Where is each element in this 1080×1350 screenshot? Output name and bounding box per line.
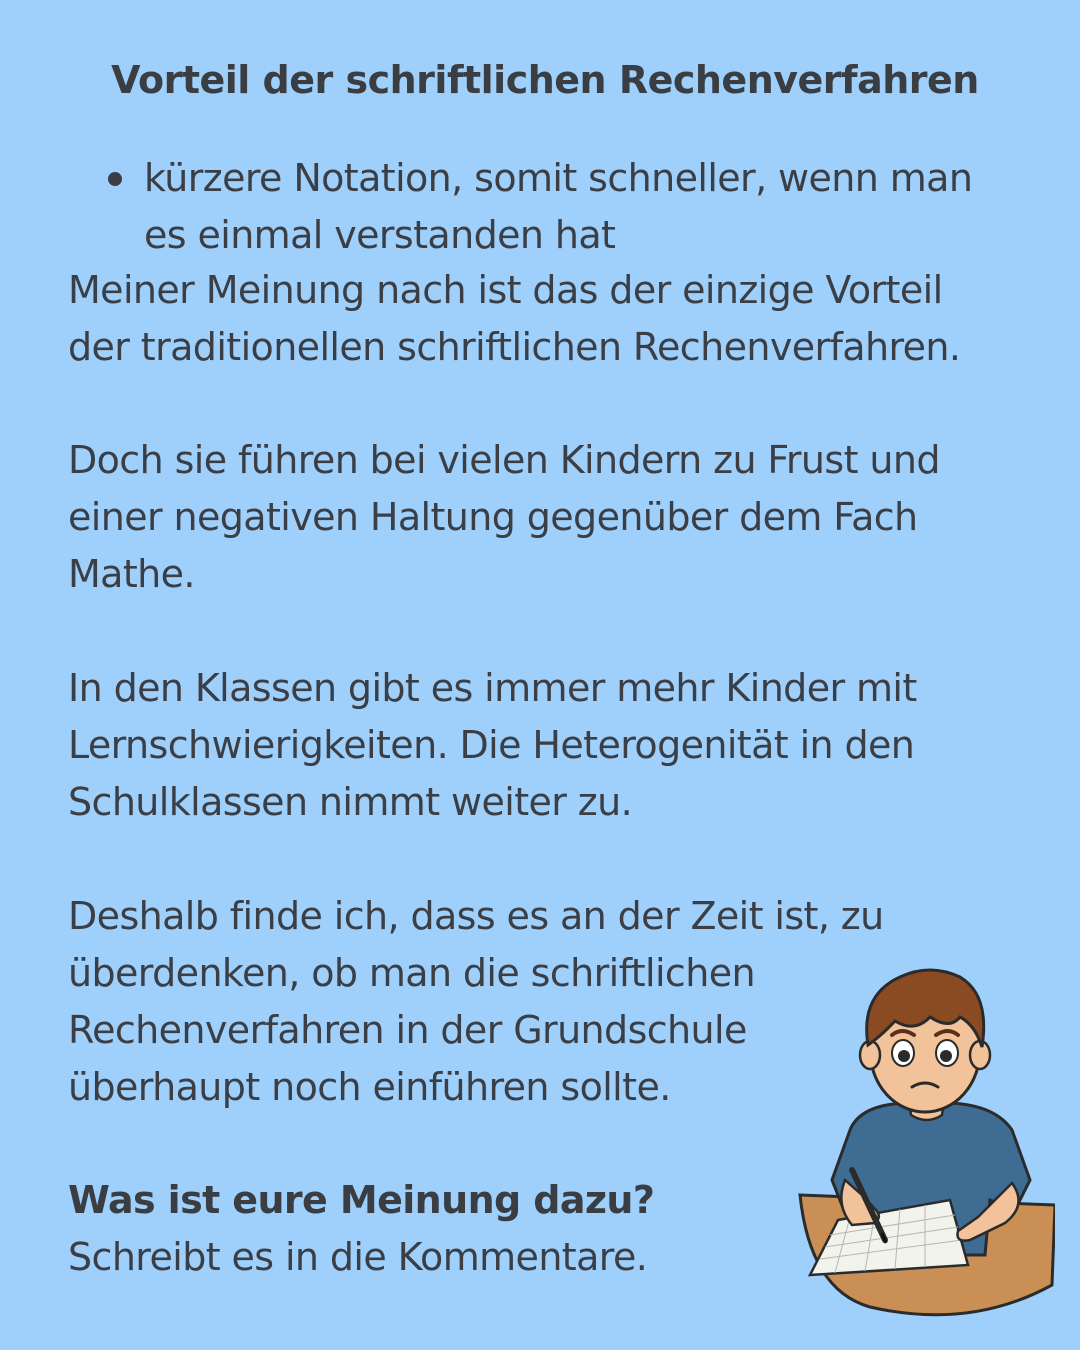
question-heading: Was ist eure Meinung dazu?	[68, 1178, 655, 1222]
frustration-paragraph: Doch sie führen bei vielen Kindern zu Frust und einer negativen Haltung gegenüber dem Fach Mathe.	[68, 438, 940, 596]
list-item	[100, 150, 1000, 264]
worried-boy-writing-illustration	[790, 955, 1055, 1320]
opinion-paragraph: Meiner Meinung nach ist das der einzige Vorteil der traditionellen schriftlichen Rechenverfahren.	[68, 268, 961, 369]
conclusion-paragraph: Deshalb finde ich, dass es an der Zeit ist, zu überdenken, ob man die schriftlichen Rechenverfahren in der Grundschule überhaupt noch einführen sollte.	[68, 894, 884, 1109]
list-item-text: kürzere Notation, somit schneller, wenn man es einmal verstanden hat	[144, 156, 973, 257]
page-title: Vorteil der schriftlichen Rechenverfahren	[111, 58, 979, 102]
call-to-action: Schreibt es in die Kommentare.	[68, 1235, 648, 1279]
bullet-icon	[108, 172, 122, 186]
advantage-list	[100, 150, 1000, 264]
heterogeneity-paragraph: In den Klassen gibt es immer mehr Kinder mit Lernschwierigkeiten. Die Heterogenität in den Schulklassen nimmt weiter zu.	[68, 666, 917, 824]
